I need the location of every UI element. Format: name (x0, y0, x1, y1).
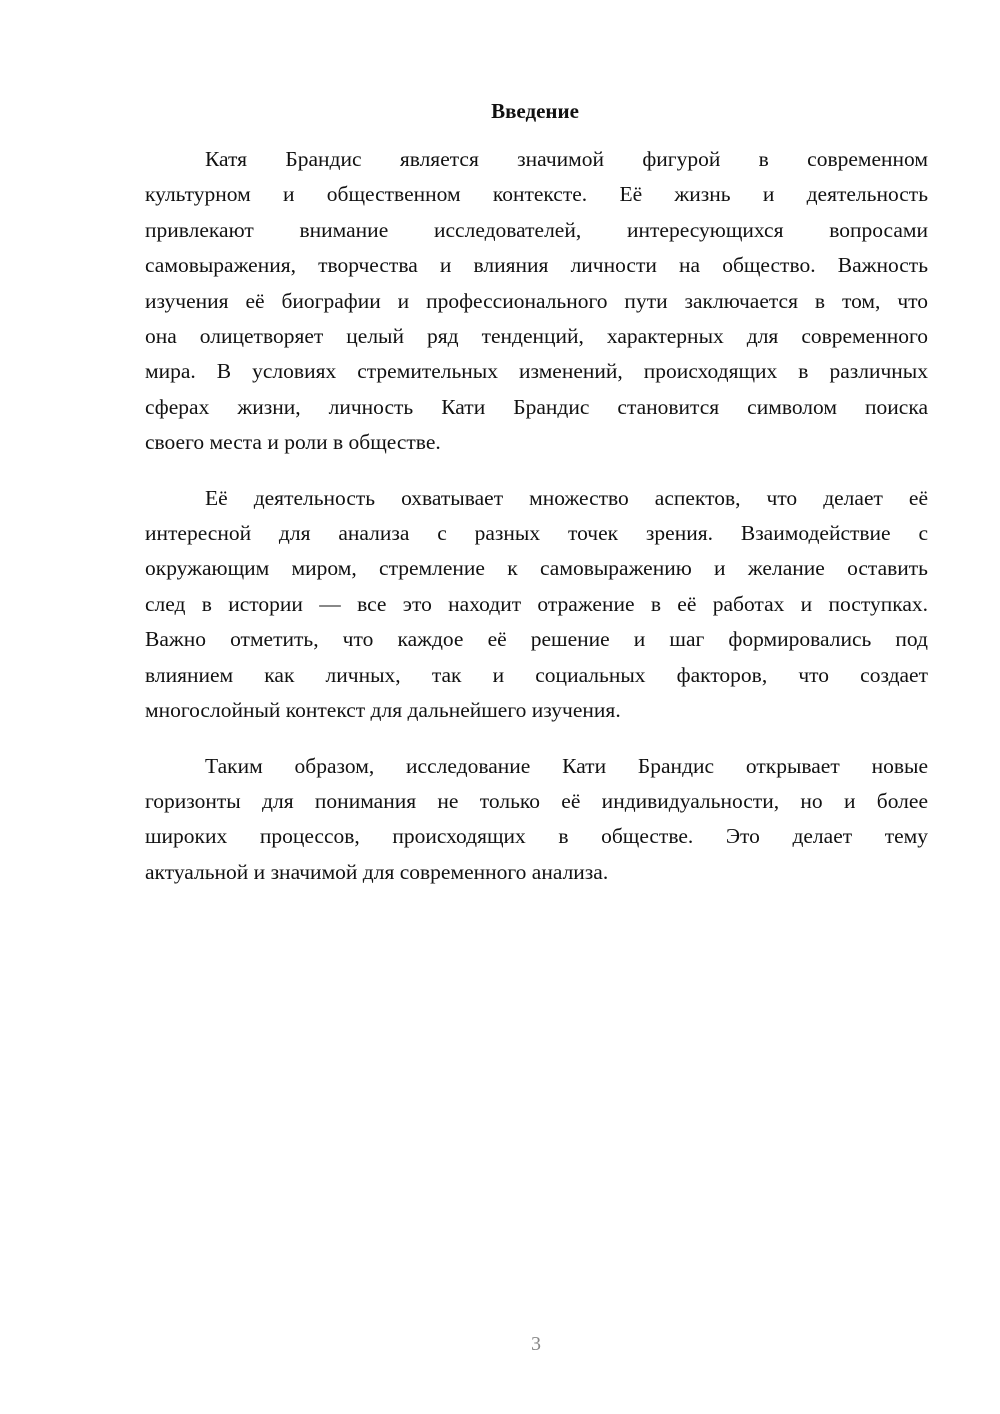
paragraph (145, 481, 928, 729)
text-line: изучения её биографии и профессионального пути заключается в том, что (145, 288, 928, 313)
text-line: широких процессов, происходящих в обществе. Это делает тему (145, 824, 928, 849)
text-line: актуальной и значимой для современного анализа. (145, 859, 609, 884)
text-line: культурном и общественном контексте. Её жизнь и деятельность (145, 182, 928, 207)
text-line: Важно отметить, что каждое её решение и шаг формировались под (145, 627, 928, 652)
text-line: она олицетворяет целый ряд тенденций, характерных для современного (145, 324, 928, 349)
text-line: самовыражения, творчества и влияния личности на общество. Важность (145, 253, 928, 278)
text-line: горизонты для понимания не только её индивидуальности, но и более (145, 788, 928, 813)
text-line: Её деятельность охватывает множество аспектов, что делает её (205, 485, 928, 510)
text-line: сферах жизни, личность Кати Брандис становится символом поиска (145, 394, 928, 419)
text-line: интересной для анализа с разных точек зрения. Взаимодействие с (145, 521, 928, 546)
text-line: своего места и роли в обществе. (145, 430, 441, 455)
paragraph (145, 749, 928, 891)
text-line: окружающим миром, стремление к самовыражению и желание оставить (145, 556, 928, 581)
section-heading: Введение (491, 99, 579, 123)
text-line: след в истории — все это находит отражение в её работах и поступках. (145, 591, 928, 616)
document-body (145, 142, 928, 910)
text-line: привлекают внимание исследователей, интересующихся вопросами (145, 217, 928, 242)
paragraph (145, 142, 928, 461)
text-line: Таким образом, исследование Кати Брандис открывает новые (205, 753, 928, 778)
text-line: многослойный контекст для дальнейшего изучения. (145, 698, 621, 723)
page-number: 3 (531, 1333, 541, 1355)
text-line: мира. В условиях стремительных изменений, происходящих в различных (145, 359, 928, 384)
text-line: влиянием как личных, так и социальных факторов, что создает (145, 662, 928, 687)
text-line: Катя Брандис является значимой фигурой в современном (205, 147, 928, 171)
